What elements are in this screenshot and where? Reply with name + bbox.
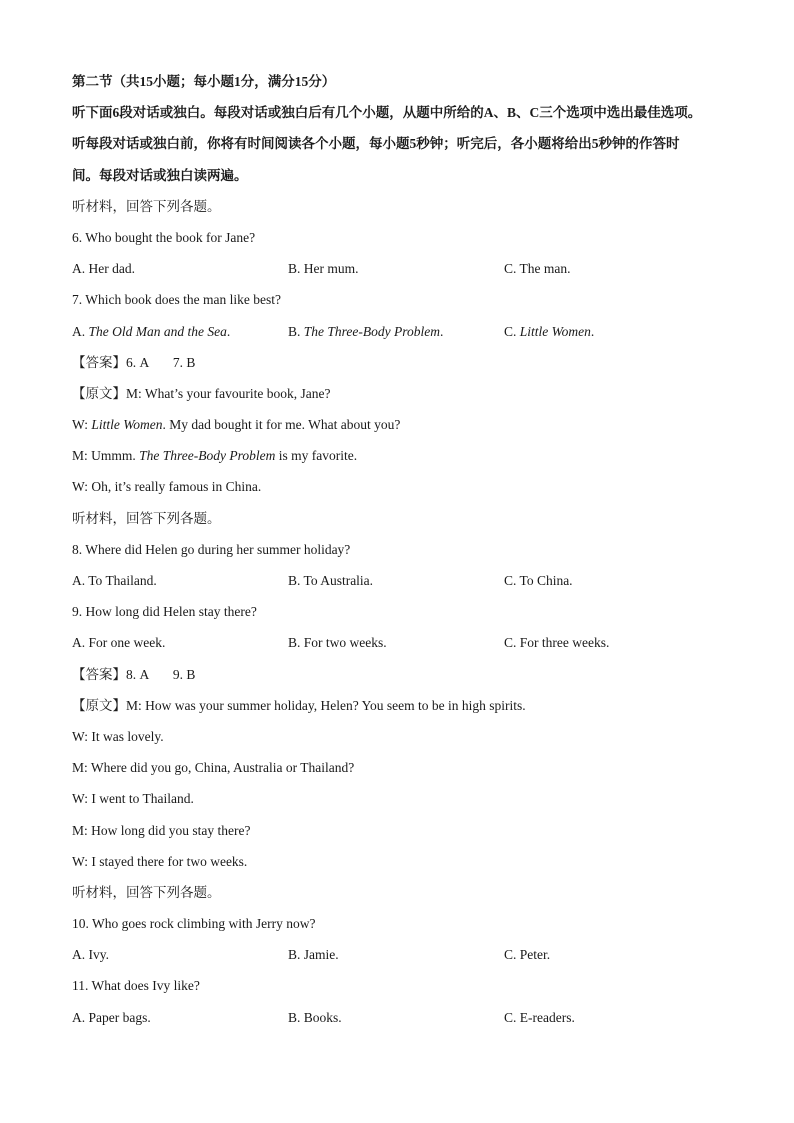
transcript-line-5	[72, 690, 732, 721]
question-7-options	[72, 316, 732, 347]
listening-prompt-1: 听材料，回答下列各题。	[72, 198, 221, 214]
transcript-tag: 【原文】	[72, 385, 126, 401]
instruction-line-1: 听下面6段对话或独白。每段对话或独白后有几个小题，从题中所给的A、B、C三个选项中选出最佳选项。	[72, 105, 702, 121]
question-9: 9. How long did Helen stay there?	[72, 604, 257, 620]
question-8-options	[72, 565, 732, 596]
option-c: C. Peter.	[504, 947, 551, 963]
answer-line-1	[72, 347, 732, 378]
option-letter: A.	[72, 323, 89, 339]
option-letter: B.	[288, 323, 304, 339]
option-a: A. For one week.	[72, 635, 166, 651]
question-9-options	[72, 627, 732, 658]
answer-text: 6. A 7. B	[126, 354, 196, 370]
option-a: A. Ivy.	[72, 947, 109, 963]
speaker: M: Ummm.	[72, 448, 140, 464]
option-a: A. To Thailand.	[72, 573, 157, 588]
answer-text: 8. A 9. B	[126, 666, 196, 682]
transcript-tag: 【原文】	[72, 697, 126, 713]
listening-prompt-3: 听材料，回答下列各题。	[72, 884, 221, 900]
transcript-text: is my favorite.	[275, 448, 358, 464]
option-a: A. Her dad.	[72, 261, 135, 277]
option-b: B. Books.	[288, 1009, 342, 1025]
transcript-line-8: W: I went to Thailand.	[72, 791, 194, 807]
question-7: 7. Which book does the man like best?	[72, 292, 281, 308]
transcript-line-10: W: I stayed there for two weeks.	[72, 853, 248, 869]
instruction-line-2: 听每段对话或独白前，你将有时间阅读各个小题，每小题5秒钟；听完后，各小题将给出5秒钟的作答时	[72, 136, 680, 152]
question-6-options	[72, 253, 732, 284]
question-10: 10. Who goes rock climbing with Jerry now?	[72, 916, 316, 932]
transcript-line-9: M: How long did you stay there?	[72, 822, 251, 838]
listening-prompt-2: 听材料，回答下列各题。	[72, 510, 221, 526]
option-letter: C.	[504, 323, 520, 339]
option-b	[288, 316, 504, 347]
speaker: W:	[72, 417, 92, 433]
book-title: Little Women	[91, 417, 163, 433]
option-c: C. E-readers.	[504, 1009, 575, 1025]
transcript-line-2	[72, 409, 732, 440]
transcript-line-6: W: It was lovely.	[72, 728, 164, 744]
instruction-line-3: 间。每段对话或独白读两遍。	[72, 167, 248, 183]
option-b: B. Jamie.	[288, 947, 339, 963]
option-b: B. To Australia.	[288, 573, 374, 588]
option-c: C. To China.	[504, 573, 573, 588]
book-title: The Old Man and the Sea	[88, 323, 227, 339]
answer-tag: 【答案】	[72, 354, 126, 370]
option-end: .	[226, 323, 231, 339]
book-title: The Three-Body Problem	[303, 323, 440, 339]
transcript-line-3	[72, 440, 732, 471]
question-11: 11. What does Ivy like?	[72, 978, 200, 994]
book-title: Little Women	[519, 323, 591, 339]
book-title: The Three-Body Problem	[139, 448, 276, 464]
answer-tag: 【答案】	[72, 666, 126, 682]
option-a	[72, 316, 288, 347]
transcript-line-1	[72, 378, 732, 409]
option-c: C. The man.	[504, 261, 571, 277]
question-6: 6. Who bought the book for Jane?	[72, 229, 256, 245]
question-8: 8. Where did Helen go during her summer holiday?	[72, 541, 351, 557]
option-end: .	[440, 323, 444, 339]
transcript-text: M: How was your summer holiday, Helen? You seem to be in high spirits.	[126, 697, 526, 713]
transcript-text: M: What’s your favourite book, Jane?	[126, 385, 331, 401]
transcript-line-7: M: Where did you go, China, Australia or Thailand?	[72, 760, 355, 776]
transcript-text: . My dad bought it for me. What about you?	[162, 417, 401, 433]
option-end: .	[590, 323, 595, 339]
option-b: B. Her mum.	[288, 261, 359, 277]
option-b: B. For two weeks.	[288, 635, 387, 651]
question-10-options	[72, 939, 732, 970]
option-a: A. Paper bags.	[72, 1009, 151, 1025]
option-c: C. For three weeks.	[504, 635, 610, 651]
question-11-options	[72, 1002, 732, 1033]
section-heading: 第二节（共15小题；每小题1分，满分15分）	[72, 74, 336, 89]
option-c	[504, 316, 704, 347]
exam-page	[72, 66, 732, 1033]
transcript-line-4: W: Oh, it’s really famous in China.	[72, 479, 262, 495]
answer-line-2	[72, 659, 732, 690]
